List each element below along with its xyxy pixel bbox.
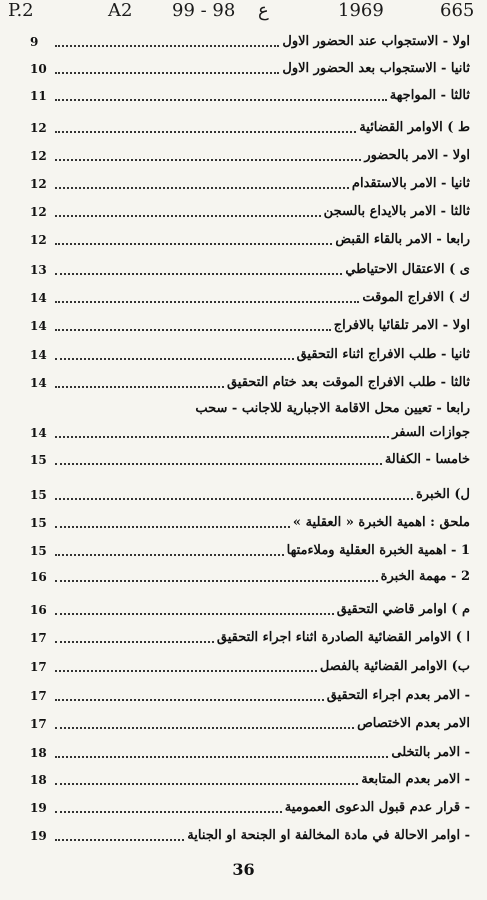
leader-dots — [55, 498, 413, 500]
leader-dots — [55, 756, 388, 758]
leader-dots — [55, 839, 184, 841]
toc-text: رابعا - الامر بالقاء القبض — [335, 232, 470, 247]
page-number: 36 — [232, 860, 255, 879]
toc-text: ثانيا - طلب الافراج اثناء التحقيق — [296, 347, 470, 362]
toc-page: 15 — [30, 453, 47, 467]
leader-dots — [55, 554, 284, 556]
toc-row — [30, 34, 470, 50]
leader-dots — [55, 526, 290, 528]
toc-row — [30, 772, 470, 788]
toc-text: - قرار عدم قبول الدعوى العمومية — [284, 800, 470, 815]
leader-dots — [55, 811, 282, 813]
toc-page: 17 — [30, 631, 47, 645]
leader-dots — [55, 670, 317, 672]
toc-row — [30, 630, 470, 646]
leader-dots — [55, 72, 279, 74]
toc-row — [30, 569, 470, 585]
toc-row — [30, 61, 470, 77]
leader-dots — [55, 159, 361, 161]
toc-text: خامسا - الكفالة — [384, 452, 470, 467]
leader-dots — [55, 699, 324, 701]
toc-page: 15 — [30, 516, 47, 530]
toc-page: 15 — [30, 544, 47, 558]
leader-dots — [55, 243, 332, 245]
leader-dots — [55, 580, 378, 582]
toc-row — [30, 452, 470, 468]
toc-text: - الامر بالتخلى — [391, 745, 470, 760]
leader-dots — [55, 727, 354, 729]
toc-text: - الامر بعدم اجراء التحقيق — [326, 688, 470, 703]
toc-page: 19 — [30, 801, 47, 815]
toc-row — [30, 602, 470, 618]
toc-row — [30, 800, 470, 816]
leader-dots — [55, 463, 382, 465]
toc-page: 16 — [30, 603, 47, 617]
toc-page: 14 — [30, 291, 47, 305]
toc-row — [30, 262, 470, 278]
header-code: P.2 — [8, 0, 34, 21]
toc-page: 12 — [30, 121, 47, 135]
toc-row — [30, 120, 470, 136]
toc-row — [30, 659, 470, 675]
toc-text: ثانيا - الاستجواب بعد الحضور الاول — [282, 61, 470, 76]
toc-page: 17 — [30, 689, 47, 703]
leader-dots — [55, 641, 214, 643]
toc-text: - اوامر الاحالة في مادة المخالفة او الجنحة او الجناية — [187, 828, 470, 843]
toc-page: 10 — [30, 62, 47, 76]
leader-dots — [55, 329, 331, 331]
toc-page: 18 — [30, 746, 47, 760]
header-mark: A2 — [108, 0, 133, 21]
toc-row — [30, 515, 470, 531]
toc-row — [30, 347, 470, 363]
toc-text: م ) اوامر قاضي التحقيق — [336, 602, 470, 617]
toc-page: 13 — [30, 263, 47, 277]
toc-text: رابعا - تعيين محل الاقامة الاجبارية للاجانب - سحب — [195, 401, 470, 416]
toc-row — [30, 232, 470, 248]
toc-row — [30, 88, 470, 104]
leader-dots — [55, 187, 349, 189]
toc-text: اولا - الامر بالحضور — [364, 148, 470, 163]
leader-dots — [55, 131, 356, 133]
toc-text: ط ) الاوامر القضائية — [359, 120, 470, 135]
toc-row — [30, 425, 470, 441]
header-years: 99 - 98 — [172, 0, 236, 21]
toc-page: 12 — [30, 149, 47, 163]
toc-row — [30, 688, 470, 704]
toc-row — [30, 318, 470, 334]
toc-text: ملحق : اهمية الخبرة « العقلية » — [292, 515, 470, 530]
toc-row — [30, 543, 470, 559]
toc-text: - الامر بعدم المتابعة — [361, 772, 470, 787]
toc-row — [30, 716, 470, 732]
toc-text: جوازات السفر — [392, 425, 470, 440]
leader-dots — [55, 45, 279, 47]
toc-page: 14 — [30, 376, 47, 390]
header-year: 1969 — [338, 0, 384, 21]
header-page-ref: 665 — [440, 0, 475, 21]
toc-page: 15 — [30, 488, 47, 502]
toc-text: ب) الاوامر القضائية بالفصل — [319, 659, 470, 674]
toc-text: 1 - اهمية الخبرة العقلية وملاءمتها — [286, 543, 470, 558]
toc-text: ا ) الاوامر القضائية الصادرة اثناء اجراء التحقيق — [216, 630, 470, 645]
toc-text: ل) الخبرة — [416, 487, 470, 502]
toc-text: ى ) الاعتقال الاحتياطي — [345, 262, 470, 277]
leader-dots — [55, 358, 294, 360]
toc-row — [30, 290, 470, 306]
toc-row — [30, 176, 470, 192]
toc-page: 18 — [30, 773, 47, 787]
toc-page: 14 — [30, 319, 47, 333]
toc-page: 14 — [30, 426, 47, 440]
toc-text: ثالثا - المواجهة — [389, 88, 470, 103]
toc-row — [30, 745, 470, 761]
toc-page: 16 — [30, 570, 47, 584]
toc-page: 12 — [30, 233, 47, 247]
leader-dots — [55, 783, 358, 785]
toc-text: الامر بعدم الاختصاص — [357, 716, 470, 731]
leader-dots — [55, 436, 389, 438]
toc-row — [30, 401, 470, 417]
toc-page: 19 — [30, 829, 47, 843]
leader-dots — [55, 273, 342, 275]
leader-dots — [55, 386, 224, 388]
leader-dots — [55, 99, 387, 101]
toc-page: 12 — [30, 205, 47, 219]
toc-page: 17 — [30, 660, 47, 674]
toc-text: 2 - مهمة الخبرة — [380, 569, 470, 584]
toc-page: 11 — [30, 89, 47, 103]
toc-row — [30, 148, 470, 164]
toc-text: اولا - الاستجواب عند الحضور الاول — [282, 34, 470, 49]
toc-text: ك ) الافراج الموقت — [362, 290, 470, 305]
toc-text: ثالثا - الامر بالايداع بالسجن — [323, 204, 470, 219]
leader-dots — [55, 613, 334, 615]
toc-row — [30, 487, 470, 503]
toc-page: 14 — [30, 348, 47, 362]
toc-row — [30, 375, 470, 391]
leader-dots — [55, 301, 359, 303]
header-letter: ع — [258, 0, 269, 21]
toc-page: 9 — [30, 35, 39, 49]
toc-row — [30, 204, 470, 220]
toc-text: ثانيا - الامر بالاستقدام — [351, 176, 470, 191]
toc-row — [30, 828, 470, 844]
toc-text: ثالثا - طلب الافراج الموقت بعد ختام التحقيق — [226, 375, 470, 390]
leader-dots — [55, 215, 321, 217]
toc-page: 12 — [30, 177, 47, 191]
toc-page: 17 — [30, 717, 47, 731]
toc-text: اولا - الامر تلقائيا بالافراج — [333, 318, 470, 333]
